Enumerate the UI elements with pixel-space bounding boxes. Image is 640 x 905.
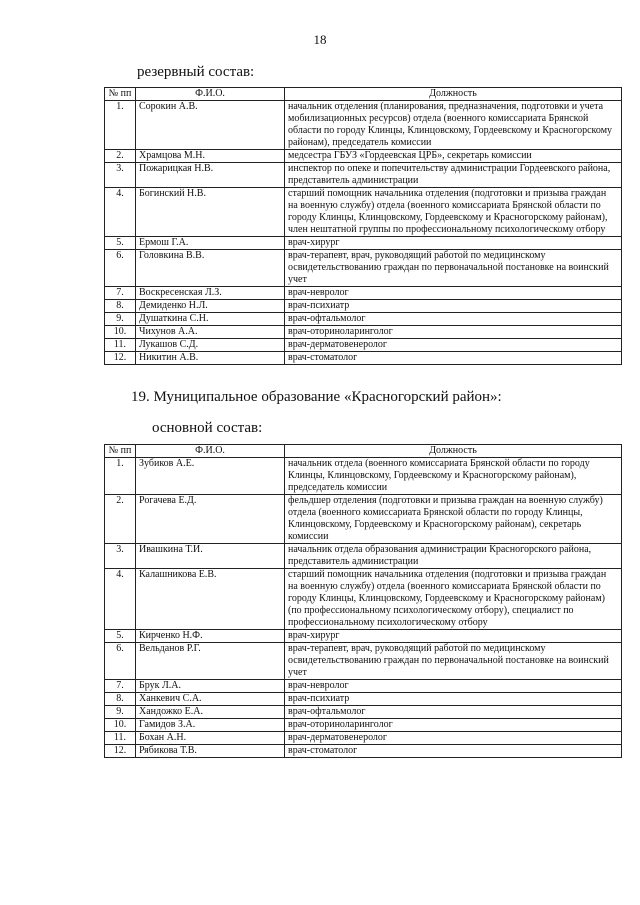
header-number: № пп [105, 88, 136, 101]
section1-subtitle: резервный состав: [137, 64, 255, 80]
member-name: Ханкевич С.А. [136, 693, 285, 706]
member-name: Богинский Н.В. [136, 188, 285, 237]
member-position: врач-хирург [285, 237, 622, 250]
table-row [105, 569, 622, 630]
member-position: врач-терапевт, врач, руководящий работой по медицинскому освидетельствованию граждан по первоначальной постановке на воинский учет [285, 250, 622, 287]
member-name: Ермош Г.А. [136, 237, 285, 250]
member-position: врач-стоматолог [285, 745, 622, 758]
table-body [105, 101, 622, 365]
member-name: Никитин А.В. [136, 352, 285, 365]
main-roster-table [104, 444, 622, 758]
table-row [105, 706, 622, 719]
table-row [105, 680, 622, 693]
table-row [105, 495, 622, 544]
member-name: Кирченко Н.Ф. [136, 630, 285, 643]
member-name: Демиденко Н.Л. [136, 300, 285, 313]
row-number: 7. [105, 680, 136, 693]
member-position: врач-офтальмолог [285, 313, 622, 326]
member-position: врач-психиатр [285, 693, 622, 706]
member-name: Бохан А.Н. [136, 732, 285, 745]
row-number: 7. [105, 287, 136, 300]
table-header-row [105, 445, 622, 458]
row-number: 11. [105, 339, 136, 352]
member-name: Головкина В.В. [136, 250, 285, 287]
table-row [105, 352, 622, 365]
header-number: № пп [105, 445, 136, 458]
member-name: Ивашкина Т.И. [136, 544, 285, 569]
member-name: Хандожко Е.А. [136, 706, 285, 719]
member-position: врач-терапевт, врач, руководящий работой по медицинскому освидетельствованию граждан по первоначальной постановке на воинский учет [285, 643, 622, 680]
member-name: Гамидов З.А. [136, 719, 285, 732]
row-number: 8. [105, 693, 136, 706]
table-row [105, 101, 622, 150]
row-number: 8. [105, 300, 136, 313]
table-row [105, 544, 622, 569]
row-number: 10. [105, 719, 136, 732]
table-row [105, 732, 622, 745]
row-number: 9. [105, 313, 136, 326]
member-position: врач-хирург [285, 630, 622, 643]
member-name: Зубиков А.Е. [136, 458, 285, 495]
member-position: врач-дерматовенеролог [285, 339, 622, 352]
row-number: 2. [105, 495, 136, 544]
table-row [105, 250, 622, 287]
member-position: врач-невролог [285, 680, 622, 693]
member-position: врач-стоматолог [285, 352, 622, 365]
row-number: 1. [105, 101, 136, 150]
table-row [105, 458, 622, 495]
member-name: Воскресенская Л.З. [136, 287, 285, 300]
page-number: 18 [313, 32, 327, 47]
member-name: Душаткина С.Н. [136, 313, 285, 326]
row-number: 3. [105, 163, 136, 188]
member-name: Вельданов Р.Г. [136, 643, 285, 680]
member-name: Храмцова М.Н. [136, 150, 285, 163]
reserve-roster-table [104, 87, 622, 365]
row-number: 2. [105, 150, 136, 163]
member-position: врач-офтальмолог [285, 706, 622, 719]
table-row [105, 163, 622, 188]
member-position: врач-психиатр [285, 300, 622, 313]
row-number: 9. [105, 706, 136, 719]
row-number: 3. [105, 544, 136, 569]
table-header-row [105, 88, 622, 101]
member-name: Рябикова Т.В. [136, 745, 285, 758]
member-name: Калашникова Е.В. [136, 569, 285, 630]
table-row [105, 326, 622, 339]
table-row [105, 287, 622, 300]
member-name: Чихунов А.А. [136, 326, 285, 339]
member-name: Рогачева Е.Д. [136, 495, 285, 544]
row-number: 5. [105, 237, 136, 250]
row-number: 12. [105, 352, 136, 365]
table-body [105, 458, 622, 758]
row-number: 4. [105, 188, 136, 237]
table-row [105, 237, 622, 250]
header-name: Ф.И.О. [136, 88, 285, 101]
row-number: 4. [105, 569, 136, 630]
row-number: 5. [105, 630, 136, 643]
member-position: врач-оториноларинголог [285, 326, 622, 339]
row-number: 6. [105, 643, 136, 680]
row-number: 12. [105, 745, 136, 758]
member-position: старший помощник начальника отделения (подготовки и призыва граждан на военную службу) отдела (военного комиссариата Брянской области по городу Клинцы, Клинцовскому, Гордеевскому и Красногорскому районам), член нештатной группы по профессиональному психологическому отбору [285, 188, 622, 237]
table-row [105, 339, 622, 352]
table-row [105, 630, 622, 643]
header-position: Должность [285, 445, 622, 458]
row-number: 10. [105, 326, 136, 339]
table-row [105, 745, 622, 758]
header-name: Ф.И.О. [136, 445, 285, 458]
section2-title: 19. Муниципальное образование «Красногорский район»: [131, 389, 502, 405]
row-number: 1. [105, 458, 136, 495]
member-position: фельдшер отделения (подготовки и призыва граждан на военную службу) отдела (военного комиссариата Брянской области по городу Клинцы, Клинцовскому, Гордеевскому и Красногорскому районам), секретарь комиссии [285, 495, 622, 544]
section2-subtitle: основной состав: [152, 420, 263, 436]
row-number: 11. [105, 732, 136, 745]
member-position: врач-невролог [285, 287, 622, 300]
table-row [105, 188, 622, 237]
table-row [105, 313, 622, 326]
member-position: начальник отдела образования администрации Красногорского района, представитель администрации [285, 544, 622, 569]
table-row [105, 300, 622, 313]
member-name: Брук Л.А. [136, 680, 285, 693]
header-position: Должность [285, 88, 622, 101]
table-row [105, 643, 622, 680]
member-position: начальник отдела (военного комиссариата Брянской области по городу Клинцы, Клинцовскому, Гордеевскому и Красногорскому районам), председатель комиссии [285, 458, 622, 495]
member-position: старший помощник начальника отделения (подготовки и призыва граждан на военную службу) отдела (военного комиссариата Брянской области по городу Клинцы, Клинцовскому, Гордеевскому и Красногорскому районам) (по профессиональному психологическому отбору), специалист по профессиональному психологическому отбору [285, 569, 622, 630]
member-position: инспектор по опеке и попечительству администрации Гордеевского района, представитель администрации [285, 163, 622, 188]
member-name: Пожарицкая Н.В. [136, 163, 285, 188]
table-row [105, 719, 622, 732]
member-name: Лукашов С.Д. [136, 339, 285, 352]
member-position: начальник отделения (планирования, предназначения, подготовки и учета мобилизационных ресурсов) отдела (военного комиссариата Брянской области по городу Клинцы, Клинцовскому, Гордеевскому и Красногорскому районам), председатель комиссии [285, 101, 622, 150]
row-number: 6. [105, 250, 136, 287]
member-position: медсестра ГБУЗ «Гордеевская ЦРБ», секретарь комиссии [285, 150, 622, 163]
member-position: врач-оториноларинголог [285, 719, 622, 732]
member-name: Сорокин А.В. [136, 101, 285, 150]
member-position: врач-дерматовенеролог [285, 732, 622, 745]
table-row [105, 150, 622, 163]
table-row [105, 693, 622, 706]
